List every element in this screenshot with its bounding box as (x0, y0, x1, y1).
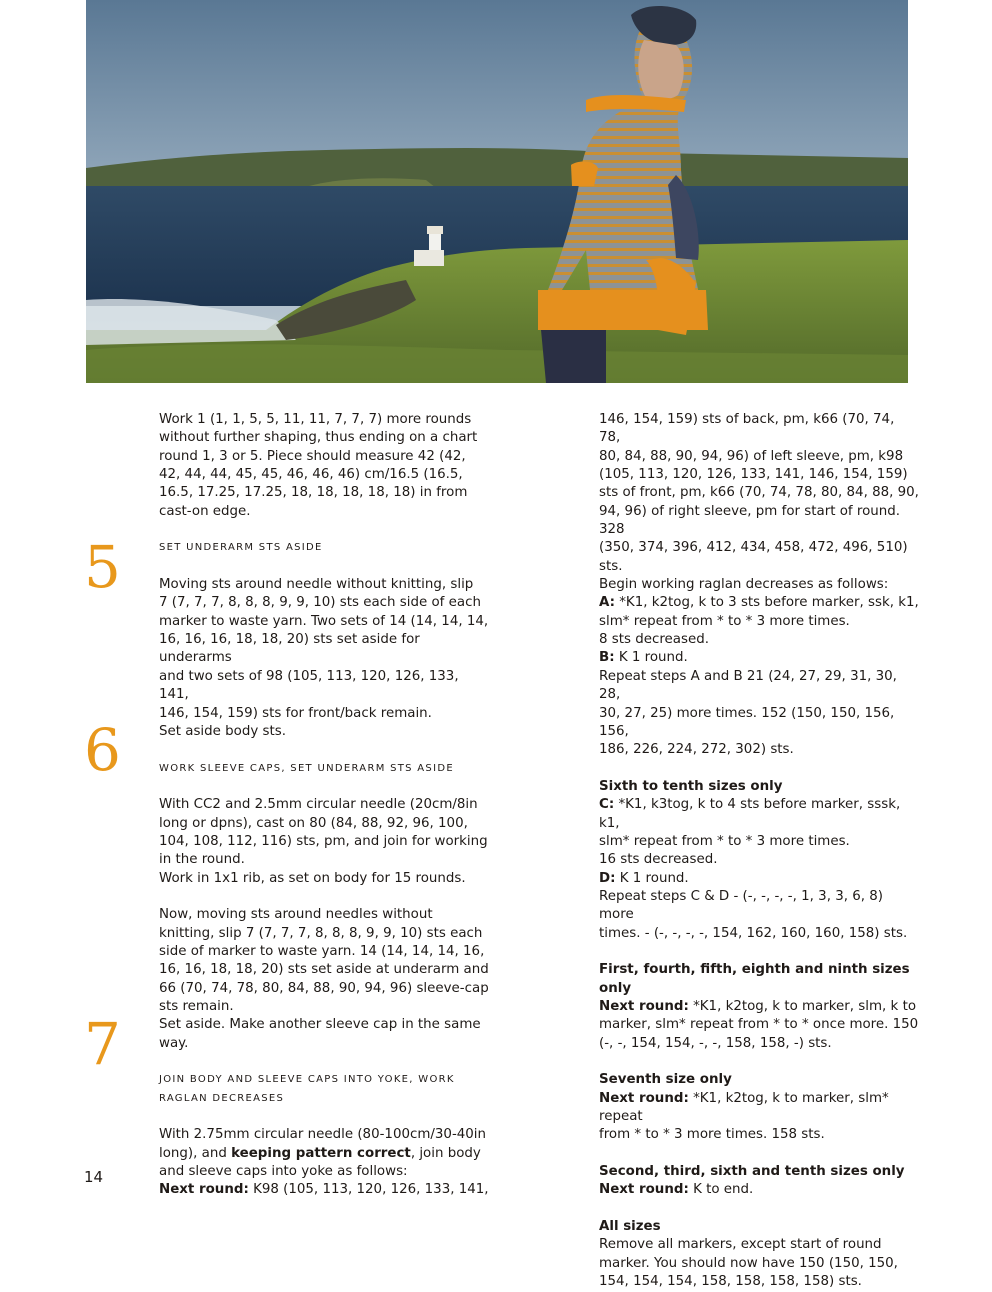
step-6-line: 16, 16, 18, 18, 20) sts set aside at underarm and (159, 962, 489, 978)
repeat-line: Repeat steps C & D - (-, -, -, -, 1, 3, 3, 6, 8) more (599, 888, 884, 923)
step-6-line: Set aside. Make another sleeve cap in the same way. (159, 1017, 481, 1051)
step-5-line: 16, 16, 16, 18, 18, 20) sts set aside for underarms (159, 632, 420, 666)
step-5-line: and two sets of 98 (105, 113, 120, 126, 133, 141, (159, 668, 459, 703)
step-number-5: 5 (84, 533, 121, 601)
first-sizes-heading: First, fourth, fifth, eighth and ninth sizes only (599, 962, 910, 996)
step-a-line: slm* repeat from * to * 3 more times. (599, 613, 850, 629)
continued-line: 80, 84, 88, 90, 94, 96) of left sleeve, pm, k98 (599, 448, 904, 464)
intro-line: Work 1 (1, 1, 5, 5, 11, 11, 7, 7, 7) more rounds (159, 412, 472, 427)
all-sizes-line: marker. You should now have 150 (150, 150, (599, 1255, 898, 1271)
step-7-heading: JOIN BODY AND SLEEVE CAPS INTO YOKE, WORK (159, 1074, 455, 1086)
step-5-line: marker to waste yarn. Two sets of 14 (14, 14, 14, (159, 613, 489, 629)
step-6-line: Now, moving sts around needles without (159, 907, 433, 923)
intro-line: without further shaping, thus ending on a chart (159, 430, 478, 446)
repeat-line: times. - (-, -, -, -, 154, 162, 160, 160, 158) sts. (599, 925, 908, 941)
continued-line: (350, 374, 396, 412, 434, 458, 472, 496, 510) sts. (599, 540, 908, 574)
step-7-line: long), and keeping pattern correct, join body (159, 1145, 481, 1161)
repeat-line: 186, 226, 224, 272, 302) sts. (599, 742, 794, 758)
all-sizes-line: Remove all markers, except start of round (599, 1237, 882, 1253)
continued-line: sts of front, pm, k66 (70, 74, 78, 80, 84, 88, 90, (599, 485, 919, 501)
step-7-heading: RAGLAN DECREASES (159, 1092, 285, 1104)
right-column (599, 411, 919, 1292)
step-5-line: Moving sts around needle without knitting, slip (159, 577, 474, 593)
intro-line: cast-on edge. (159, 503, 251, 519)
step-7-line: With 2.75mm circular needle (80-100cm/30-40in (159, 1127, 487, 1143)
step-6-line: With CC2 and 2.5mm circular needle (20cm/8in (159, 797, 478, 813)
all-sizes-heading: All sizes (599, 1219, 661, 1235)
step-5-line: 146, 154, 159) sts for front/back remain. (159, 705, 432, 721)
seventh-size-line: Next round: *K1, k2tog, k to marker, slm* repeat (599, 1090, 889, 1125)
step-c-line: 16 sts decreased. (599, 852, 718, 868)
intro-line: 16.5, 17.25, 17.25, 18, 18, 18, 18, 18) in from (159, 485, 468, 501)
seventh-size-heading: Seventh size only (599, 1072, 732, 1088)
step-6-line: long or dpns), cast on 80 (84, 88, 92, 96, 100, (159, 815, 468, 831)
first-sizes-line: (-, -, 154, 154, -, -, 158, 158, -) sts. (599, 1035, 832, 1051)
first-sizes-line: Next round: *K1, k2tog, k to marker, slm, k to (599, 999, 917, 1014)
continued-line: Begin working raglan decreases as follows: (599, 577, 889, 593)
step-a-line: 8 sts decreased. (599, 632, 709, 648)
step-d: D: K 1 round. (599, 870, 689, 886)
step-6-line: knitting, slip 7 (7, 7, 7, 8, 8, 8, 9, 9, 10) sts each (159, 925, 483, 941)
step-a: A: *K1, k2tog, k to 3 sts before marker, ssk, k1, (599, 595, 919, 611)
page-number: 14 (84, 1168, 104, 1186)
step-5-line: 7 (7, 7, 7, 8, 8, 8, 9, 9, 10) sts each side of each (159, 595, 481, 611)
step-5-heading: SET UNDERARM STS ASIDE (159, 542, 323, 554)
step-6-heading: WORK SLEEVE CAPS, SET UNDERARM STS ASIDE (159, 762, 454, 774)
step-6-line: 104, 108, 112, 116) sts, pm, and join for working (159, 833, 488, 849)
step-6-line: 66 (70, 74, 78, 80, 84, 88, 90, 94, 96) sleeve-cap (159, 980, 489, 996)
step-7-line: and sleeve caps into yoke as follows: (159, 1164, 408, 1180)
step-7-line: Next round: K98 (105, 113, 120, 126, 133, 141, (159, 1182, 489, 1198)
step-number-7: 7 (84, 1010, 121, 1078)
first-sizes-line: marker, slm* repeat from * to * once more. 150 (599, 1017, 919, 1033)
step-b: B: K 1 round. (599, 650, 688, 666)
intro-line: 42, 44, 44, 45, 45, 46, 46, 46) cm/16.5 (16.5, (159, 467, 463, 483)
step-c: C: *K1, k3tog, k to 4 sts before marker, sssk, k1, (599, 797, 901, 831)
step-6-line: in the round. (159, 852, 245, 868)
repeat-line: Repeat steps A and B 21 (24, 27, 29, 31, 30, 28, (599, 668, 897, 703)
second-sizes-heading: Second, third, sixth and tenth sizes only (599, 1164, 905, 1180)
repeat-line: 30, 27, 25) more times. 152 (150, 150, 156, 156, (599, 705, 895, 739)
continued-line: 146, 154, 159) sts of back, pm, k66 (70, 74, 78, (599, 412, 895, 446)
sixth-sizes-heading: Sixth to tenth sizes only (599, 778, 783, 794)
step-c-line: slm* repeat from * to * 3 more times. (599, 833, 850, 849)
step-6-line: sts remain. (159, 999, 234, 1014)
left-column (159, 411, 489, 1200)
step-6-line: Work in 1x1 rib, as set on body for 15 rounds. (159, 870, 466, 886)
continued-line: 94, 96) of right sleeve, pm for start of round. 328 (599, 503, 901, 538)
intro-line: round 1, 3 or 5. Piece should measure 42 (42, (159, 448, 466, 464)
step-6-line: side of marker to waste yarn. 14 (14, 14, 14, 16, (159, 943, 485, 959)
second-sizes-line: Next round: K to end. (599, 1182, 754, 1198)
continued-line: (105, 113, 120, 126, 133, 141, 146, 154, 159) (599, 467, 908, 483)
all-sizes-line: 154, 154, 154, 158, 158, 158, 158) sts. (599, 1274, 862, 1290)
step-number-6: 6 (84, 716, 121, 784)
hero-photo (86, 0, 908, 383)
seventh-size-line: from * to * 3 more times. 158 sts. (599, 1127, 825, 1143)
step-5-line: Set aside body sts. (159, 723, 286, 739)
